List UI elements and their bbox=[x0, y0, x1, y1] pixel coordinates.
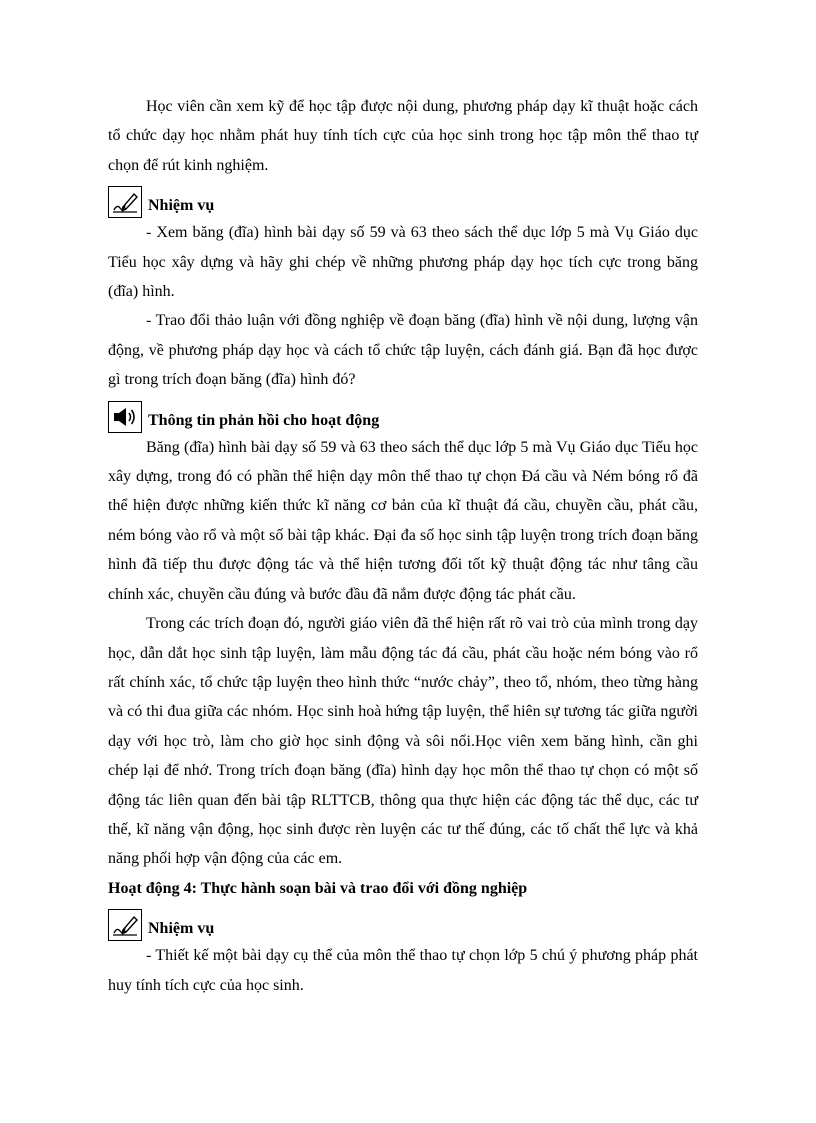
task-item: - Trao đổi thảo luận với đồng nghiệp về đoạn băng (đĩa) hình về nội dung, lượng vận động, về phương pháp dạy học và cách tổ chức tập luyện, cách đánh giá. Bạn đã học được gì trong trích đoạn băng (đĩa) hình đó? bbox=[108, 312, 698, 389]
pencil-writing-icon bbox=[108, 909, 142, 941]
intro-paragraph: Học viên cần xem kỹ để học tập được nội dung, phương pháp dạy kĩ thuật hoặc cách tổ chức dạy học nhằm phát huy tính tích cực của học sinh trong học tập môn thể thao tự chọn để rút kinh nghiệm. bbox=[108, 98, 698, 174]
task-item: - Thiết kế một bài dạy cụ thể của môn thể thao tự chọn lớp 5 chú ý phương pháp phát huy tính tích cực của học sinh. bbox=[108, 947, 698, 994]
pencil-writing-icon bbox=[108, 186, 142, 218]
feedback-paragraph: Trong các trích đoạn đó, người giáo viên đã thể hiện rất rõ vai trò của mình trong dạy học, dẫn dắt học sinh tập luyện, làm mẫu động tác đá cầu, phát cầu hoặc ném bóng vào rổ rất chính xác, tổ chức tập luyện theo hình thức “nước chảy”, theo tổ, nhóm, theo từng hàng và có thi đua giữa các nhóm. Học sinh hoà hứng tập luyện, thể hiên sự tương tác giữa người dạy với học trò, làm cho giờ học sinh động và sôi nổi.Học viên xem băng hình, cần ghi chép lại để nhớ. Trong trích đoạn băng (đĩa) hình dạy học môn thể thao tự chọn có một số động tác liên quan đến bài tập RLTTCB, thông qua thực hiện các động tác thể dục, các tư thế, kĩ năng vận động, học sinh được rèn luyện các tư thế đúng, các tố chất thể lực và khả năng phối hợp vận động của các em. bbox=[108, 615, 698, 868]
task-heading-2 bbox=[108, 905, 698, 941]
activity-4-heading: Hoạt động 4: Thực hành soạn bài và trao đổi với đồng nghiệp bbox=[108, 879, 528, 897]
speaker-icon bbox=[108, 401, 142, 433]
task-item: - Xem băng (đĩa) hình bài dạy số 59 và 63 theo sách thể dục lớp 5 mà Vụ Giáo dục Tiểu học xây dựng và hãy ghi chép về những phương pháp dạy học tích cực trong băng (đĩa) hình. bbox=[108, 224, 698, 301]
task-title: Nhiệm vụ bbox=[148, 197, 215, 215]
task-title: Nhiệm vụ bbox=[148, 920, 215, 938]
feedback-heading bbox=[108, 397, 698, 433]
feedback-title: Thông tin phản hồi cho hoạt động bbox=[148, 411, 380, 429]
task-heading-1 bbox=[108, 182, 698, 218]
feedback-paragraph: Băng (đĩa) hình bài dạy số 59 và 63 theo sách thể dục lớp 5 mà Vụ Giáo dục Tiểu học xây dựng, trong đó có phần thể hiện dạy môn thể thao tự chọn Đá cầu và Ném bóng rổ đã thể hiện được những kiến thức kĩ năng cơ bản của kĩ thuật đá cầu, chuyền cầu, phát cầu, ném bóng vào rổ và một số bài tập khác. Đại đa số học sinh tập luyện trong trích đoạn băng hình đã tiếp thu được động tác và thể hiện tương đối tốt kỹ thuật động tác như tâng cầu chính xác, chuyền cầu đúng và bước đầu đã nắm được động tác phát cầu. bbox=[108, 438, 698, 603]
document-page bbox=[108, 92, 698, 1000]
